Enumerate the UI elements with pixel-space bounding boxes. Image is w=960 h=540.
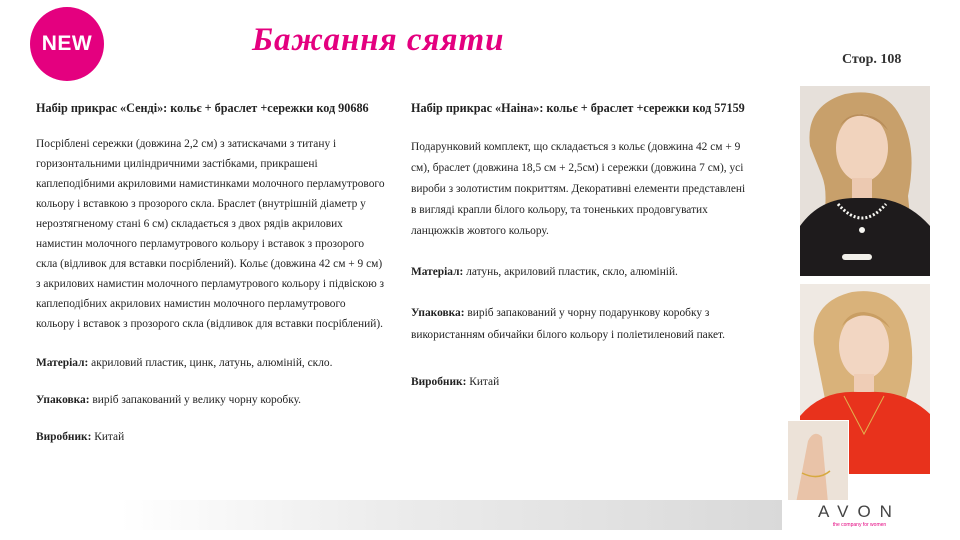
bracelet-inset-illustration [788, 421, 848, 503]
material-label: Матеріал: [411, 266, 464, 278]
manufacturer-value: Китай [469, 376, 500, 388]
avon-logo-word: AVON [818, 502, 901, 521]
page-number: Стор. 108 [842, 52, 902, 67]
right-product-material [411, 262, 751, 282]
right-product-description: Подарунковий комплект, що складається з кольє (довжина 42 см + 9 см), браслет (довжина 18,5 см + 2,5см) і сережки (довжина 7 см), усі вироби з золотистим покриттям. Декоративні елементи представлені в вигляді крапли білого кольору, та тоненьких продовгуватих ланцюжків жовтого кольору. [411, 141, 746, 237]
right-product-manufacturer [411, 372, 751, 392]
new-badge-text: NEW [41, 32, 93, 55]
manufacturer-label: Виробник: [36, 431, 92, 443]
material-label: Матеріал: [36, 357, 89, 369]
new-badge [30, 7, 104, 81]
manufacturer-value: Китай [94, 431, 125, 443]
model-photo-pearl-set-illustration [800, 86, 930, 276]
footer-gradient-bar [120, 500, 782, 530]
avon-logo-tagline: the company for women [832, 522, 887, 528]
right-product-column [411, 100, 751, 392]
manufacturer-label: Виробник: [411, 376, 467, 388]
page-title: Бажання сяяти [252, 22, 505, 58]
packaging-label: Упаковка: [36, 394, 90, 406]
packaging-value: виріб запакований у чорну подарункову коробку з використанням обичайки білого кольору і поліетиленовий пакет. [411, 307, 726, 341]
material-value: латунь, акриловий пластик, скло, алюміній. [466, 266, 678, 278]
left-product-heading: Набір прикрас «Сенді»: кольє + браслет +сережки код 90686 [36, 101, 369, 115]
model-photo-pearl-set [800, 86, 930, 276]
left-product-column [36, 100, 386, 447]
left-product-manufacturer [36, 427, 386, 447]
right-product-packaging [411, 302, 751, 346]
packaging-value: виріб запакований у велику чорну коробку. [92, 394, 301, 406]
left-product-material [36, 353, 386, 373]
left-product-packaging [36, 390, 386, 410]
bracelet-inset-photo [787, 420, 849, 504]
avon-logo [787, 500, 932, 530]
right-product-heading: Набір прикрас «Наіна»: кольє + браслет +сережки код 57159 [411, 101, 745, 115]
left-product-description: Посріблені сережки (довжина 2,2 см) з затискачами з титану і горизонтальними циліндричними застібками, прикрашені каплеподібними акриловими намистинками молочного перламутрового кольору і вставкою з прозорого скла. Браслет (внутрішній діаметр у нерозтягненому стані 6 см) складається з двох рядів акрилових намистин молочного перламутрового кольору і вставок з прозорого скла (відливок для вставки посріблений). Кольє (довжина 42 см + 9 см) з акрилових намистин молочного перламутрового кольору і підвіскою з каплеподібних акрилових намистин молочного перламутрового кольору і вставок з прозорого скла (відливок для вставки посріблений). [36, 138, 385, 330]
packaging-label: Упаковка: [411, 307, 465, 319]
material-value: акриловий пластик, цинк, латунь, алюміній, скло. [91, 357, 333, 369]
